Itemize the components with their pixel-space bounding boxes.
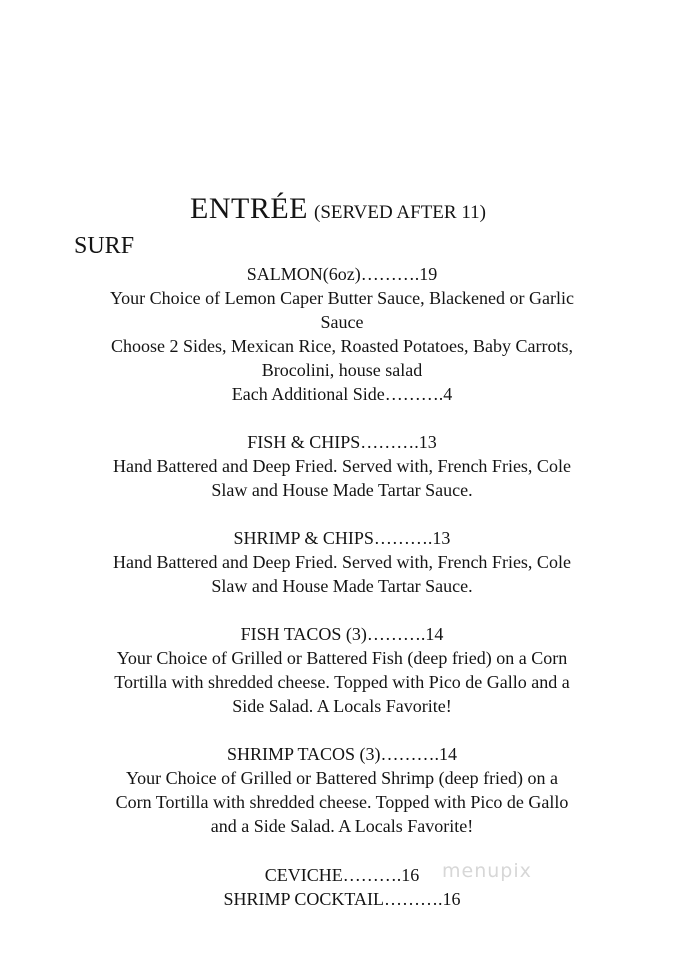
item-description: Hand Battered and Deep Fried. Served with, French Fries, Cole — [113, 456, 571, 476]
item-description: Choose 2 Sides, Mexican Rice, Roasted Potatoes, Baby Carrots, — [111, 336, 573, 356]
item-description: Tortilla with shredded cheese. Topped with Pico de Gallo and a — [114, 672, 570, 692]
item-description: Your Choice of Lemon Caper Butter Sauce, Blackened or Garlic — [109, 288, 575, 308]
item-name-price: SALMON(6oz)……….19 — [246, 264, 438, 284]
item-description: Your Choice of Grilled or Battered Shrimp (deep fried) on a — [125, 768, 559, 788]
item-description: Slaw and House Made Tartar Sauce. — [211, 576, 473, 596]
item-name-price: SHRIMP & CHIPS……….13 — [233, 528, 451, 548]
item-name-price: SHRIMP TACOS (3)……….14 — [226, 744, 458, 764]
item-additional-side: Each Additional Side……….4 — [231, 384, 453, 404]
item-description: Sauce — [320, 312, 364, 332]
item-name-price: SHRIMP COCKTAIL……….16 — [223, 889, 461, 909]
item-description: Your Choice of Grilled or Battered Fish (deep fried) on a Corn — [116, 648, 568, 668]
section-heading: SURF — [74, 233, 135, 259]
item-description: and a Side Salad. A Locals Favorite! — [210, 816, 474, 836]
item-description: Side Salad. A Locals Favorite! — [232, 696, 452, 716]
title-main: ENTRÉE — [190, 192, 309, 225]
watermark-logo: menupix — [442, 860, 532, 882]
item-description: Hand Battered and Deep Fried. Served with, French Fries, Cole — [113, 552, 571, 572]
item-description: Corn Tortilla with shredded cheese. Topped with Pico de Gallo — [115, 792, 569, 812]
menu-title — [0, 192, 676, 226]
title-sub: (SERVED AFTER 11) — [314, 202, 486, 223]
item-description: Slaw and House Made Tartar Sauce. — [211, 480, 473, 500]
item-name-price: CEVICHE……….16 — [264, 865, 420, 885]
item-name-price: FISH TACOS (3)……….14 — [240, 624, 444, 644]
item-name-price: FISH & CHIPS……….13 — [247, 432, 437, 452]
item-description: Brocolini, house salad — [261, 360, 423, 380]
